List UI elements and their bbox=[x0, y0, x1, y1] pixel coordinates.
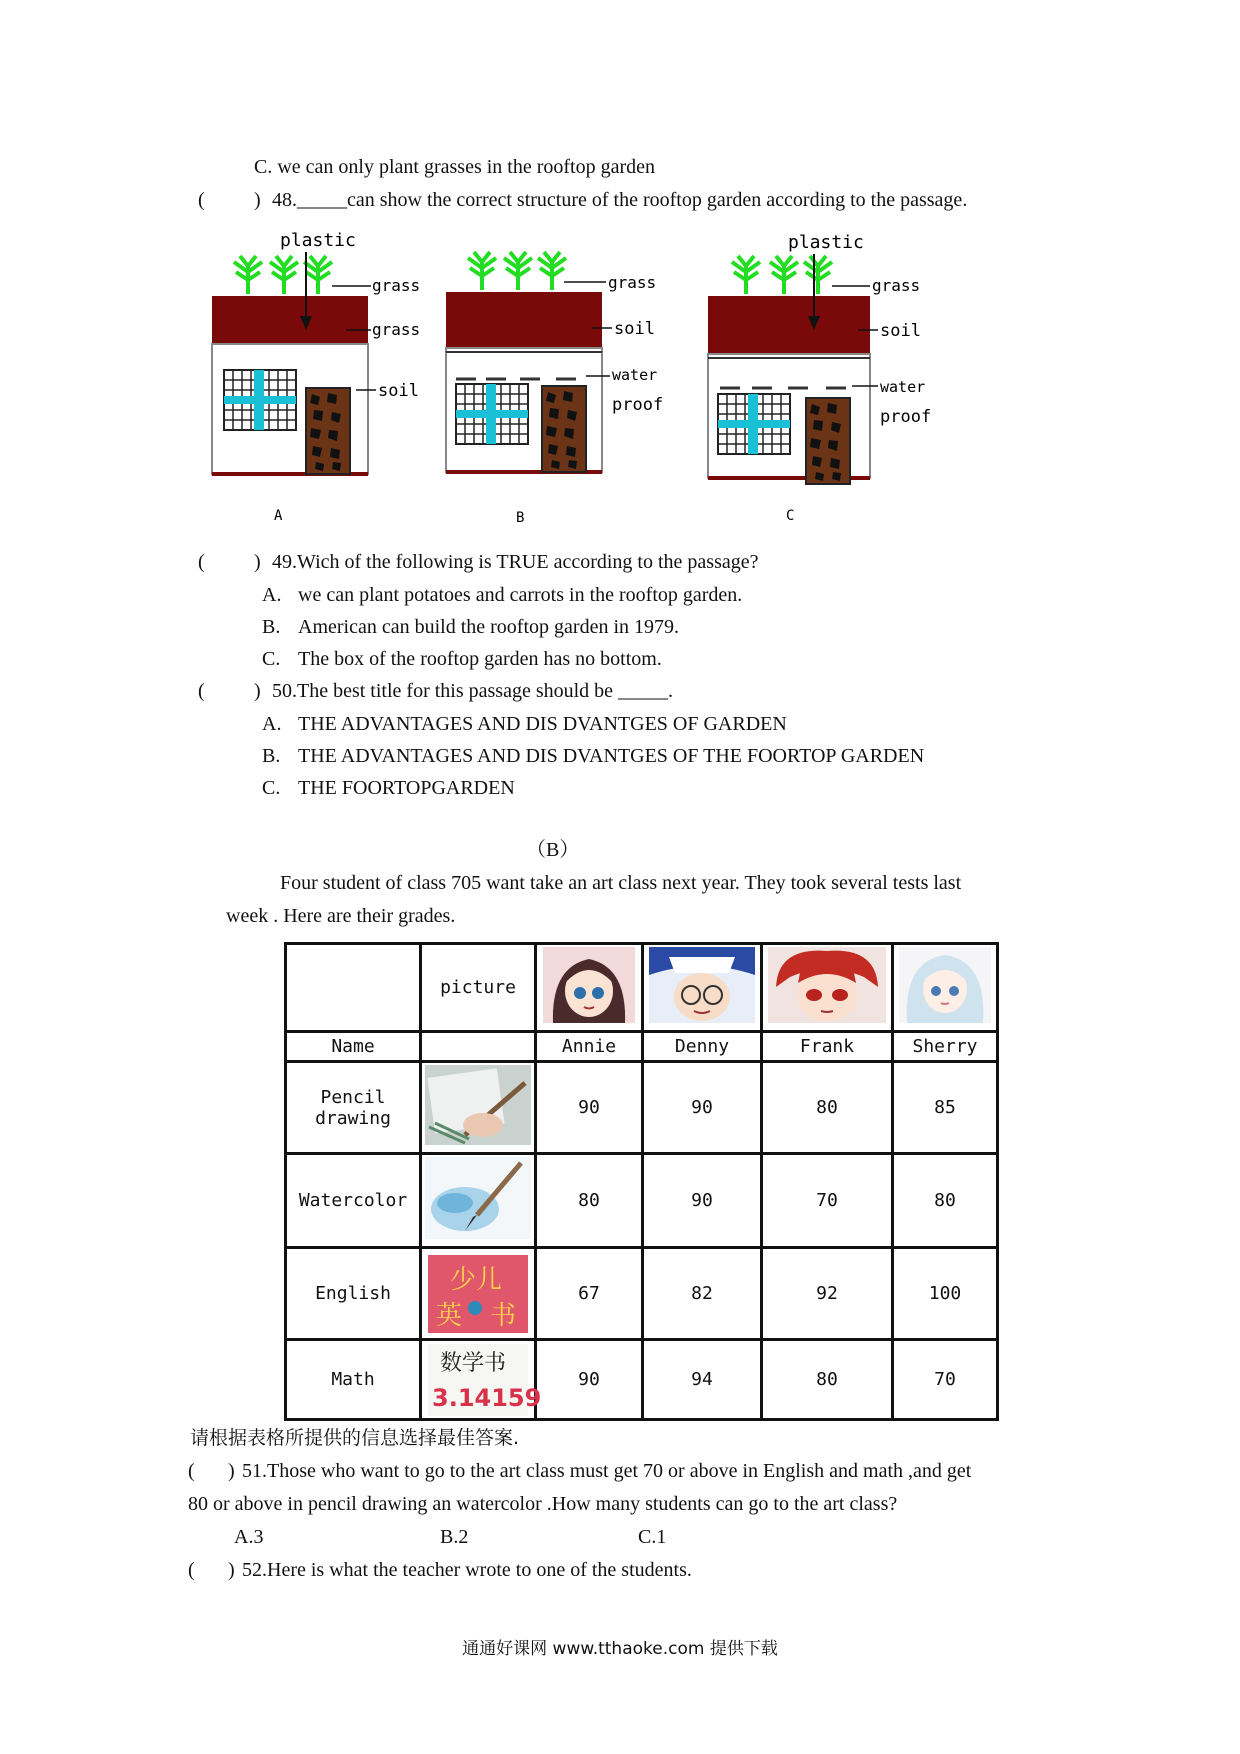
subject-pencil-drawing: Pencil drawing bbox=[286, 1062, 421, 1154]
q51-line2: 80 or above in pencil drawing an watercolor .How many students can go to the art class? bbox=[188, 1493, 898, 1515]
score-frank-math: 80 bbox=[762, 1340, 893, 1420]
house-a-grass-label-1: grass bbox=[372, 276, 421, 295]
annie-portrait-icon bbox=[543, 947, 635, 1023]
watercolor-brush-icon bbox=[425, 1157, 531, 1239]
math-book-icon: 数学书 3.14159 bbox=[428, 1344, 528, 1416]
student-name-denny: Denny bbox=[643, 1032, 762, 1062]
frank-portrait-icon bbox=[768, 947, 886, 1023]
house-a bbox=[212, 230, 420, 524]
house-c-proof-label: proof bbox=[880, 407, 932, 427]
table-row-names bbox=[286, 1032, 998, 1062]
house-c-plastic-label: plastic bbox=[788, 232, 864, 253]
score-sherry-math: 70 bbox=[893, 1340, 998, 1420]
q52-paren-close: ) bbox=[228, 1559, 235, 1581]
name-picture-empty bbox=[421, 1032, 536, 1062]
score-denny-english: 82 bbox=[643, 1248, 762, 1340]
score-sherry-watercolor: 80 bbox=[893, 1154, 998, 1248]
q51-paren-close: ) bbox=[228, 1460, 235, 1482]
score-annie-english: 67 bbox=[536, 1248, 643, 1340]
house-a-grass-label-2: grass bbox=[372, 320, 421, 339]
avatar-frank bbox=[762, 944, 893, 1032]
house-b-proof-label: proof bbox=[612, 395, 664, 415]
q51-line1: 51.Those who want to go to the art class must get 70 or above in English and math ,and get bbox=[242, 1460, 972, 1482]
q47-option-c: C. we can only plant grasses in the rooftop garden bbox=[254, 156, 656, 178]
q48-paren-close: ) bbox=[254, 189, 261, 211]
q49-option-a: A. we can plant potatoes and carrots in the rooftop garden. bbox=[262, 584, 743, 606]
q48-paren-open: ( bbox=[198, 189, 205, 211]
table-row bbox=[286, 1062, 998, 1154]
score-annie-math: 90 bbox=[536, 1340, 643, 1420]
avatar-denny bbox=[643, 944, 762, 1032]
avatar-sherry bbox=[893, 944, 998, 1032]
house-a-plastic-label: plastic bbox=[280, 230, 356, 251]
empty-corner-cell bbox=[286, 944, 421, 1032]
score-frank-pencil: 80 bbox=[762, 1062, 893, 1154]
section-b-heading: （B） bbox=[526, 839, 580, 861]
table-row bbox=[286, 1248, 998, 1340]
house-c bbox=[708, 232, 931, 524]
score-frank-watercolor: 70 bbox=[762, 1154, 893, 1248]
house-c-soil-label: soil bbox=[880, 321, 921, 341]
q51-option-c: C.1 bbox=[638, 1526, 667, 1548]
table-row bbox=[286, 1340, 998, 1420]
house-c-grass-label: grass bbox=[872, 276, 921, 295]
house-a-soil-label: soil bbox=[378, 381, 419, 401]
q50-option-c: C. THE FOORTOPGARDEN bbox=[262, 777, 515, 799]
q52-paren-open: ( bbox=[188, 1559, 195, 1581]
student-name-frank: Frank bbox=[762, 1032, 893, 1062]
house-c-letter: C bbox=[786, 508, 795, 524]
q50-paren-open: ( bbox=[198, 680, 205, 702]
score-annie-pencil: 90 bbox=[536, 1062, 643, 1154]
q49-option-b: B. American can build the rooftop garden in 1979. bbox=[262, 616, 679, 638]
q50-paren-close: ) bbox=[254, 680, 261, 702]
q51-option-b: B.2 bbox=[440, 1526, 469, 1548]
name-label: Name bbox=[286, 1032, 421, 1062]
q50-text: 50.The best title for this passage should be _____. bbox=[272, 680, 674, 702]
q49-option-c: C. The box of the rooftop garden has no bottom. bbox=[262, 648, 662, 670]
subject-english: English bbox=[286, 1248, 421, 1340]
house-b bbox=[446, 252, 663, 526]
q48-text: 48._____can show the correct structure of the rooftop garden according to the passage. bbox=[272, 189, 968, 211]
table-row-pictures bbox=[286, 944, 998, 1032]
house-b-soil-label: soil bbox=[614, 319, 655, 339]
rooftop-structure-figure bbox=[196, 230, 968, 542]
subject-math: Math bbox=[286, 1340, 421, 1420]
subject-watercolor: Watercolor bbox=[286, 1154, 421, 1248]
house-b-water-label: water bbox=[612, 366, 658, 384]
score-sherry-pencil: 85 bbox=[893, 1062, 998, 1154]
score-frank-english: 92 bbox=[762, 1248, 893, 1340]
grades-table bbox=[284, 942, 999, 1421]
english-book-icon: 少儿 英 书 bbox=[428, 1255, 528, 1333]
score-denny-pencil: 90 bbox=[643, 1062, 762, 1154]
pencil-drawing-picture bbox=[421, 1062, 536, 1154]
english-book-picture bbox=[421, 1248, 536, 1340]
section-b-intro-line2: week . Here are their grades. bbox=[226, 905, 456, 927]
denny-portrait-icon bbox=[649, 947, 755, 1023]
footer-credit: 通通好课网 www.tthaoke.com 提供下载 bbox=[462, 1639, 778, 1659]
q52-text: 52.Here is what the teacher wrote to one of the students. bbox=[242, 1559, 692, 1581]
q50-option-b: B. THE ADVANTAGES AND DIS DVANTGES OF THE FOORTOP GARDEN bbox=[262, 745, 925, 767]
pencil-drawing-icon bbox=[425, 1065, 531, 1145]
q51-option-a: A.3 bbox=[234, 1526, 264, 1548]
q49-paren-close: ) bbox=[254, 551, 261, 573]
house-b-letter: B bbox=[516, 510, 525, 526]
student-name-annie: Annie bbox=[536, 1032, 643, 1062]
q51-paren-open: ( bbox=[188, 1460, 195, 1482]
avatar-annie bbox=[536, 944, 643, 1032]
table-row bbox=[286, 1154, 998, 1248]
watercolor-picture bbox=[421, 1154, 536, 1248]
q50-option-a: A. THE ADVANTAGES AND DIS DVANTGES OF GARDEN bbox=[262, 713, 787, 735]
q49-paren-open: ( bbox=[198, 551, 205, 573]
score-annie-watercolor: 80 bbox=[536, 1154, 643, 1248]
house-c-water-label: water bbox=[880, 378, 926, 396]
sherry-portrait-icon bbox=[899, 947, 991, 1023]
score-denny-math: 94 bbox=[643, 1340, 762, 1420]
picture-header: picture bbox=[421, 944, 536, 1032]
instruction-text: 请根据表格所提供的信息选择最佳答案. bbox=[190, 1427, 520, 1449]
section-b-intro-line1: Four student of class 705 want take an art class next year. They took several tests last bbox=[280, 872, 962, 894]
house-a-letter: A bbox=[274, 508, 283, 524]
q49-text: 49.Wich of the following is TRUE according to the passage? bbox=[272, 551, 759, 573]
math-book-picture bbox=[421, 1340, 542, 1420]
house-b-grass-label: grass bbox=[608, 273, 657, 292]
student-name-sherry: Sherry bbox=[893, 1032, 998, 1062]
score-denny-watercolor: 90 bbox=[643, 1154, 762, 1248]
score-sherry-english: 100 bbox=[893, 1248, 998, 1340]
